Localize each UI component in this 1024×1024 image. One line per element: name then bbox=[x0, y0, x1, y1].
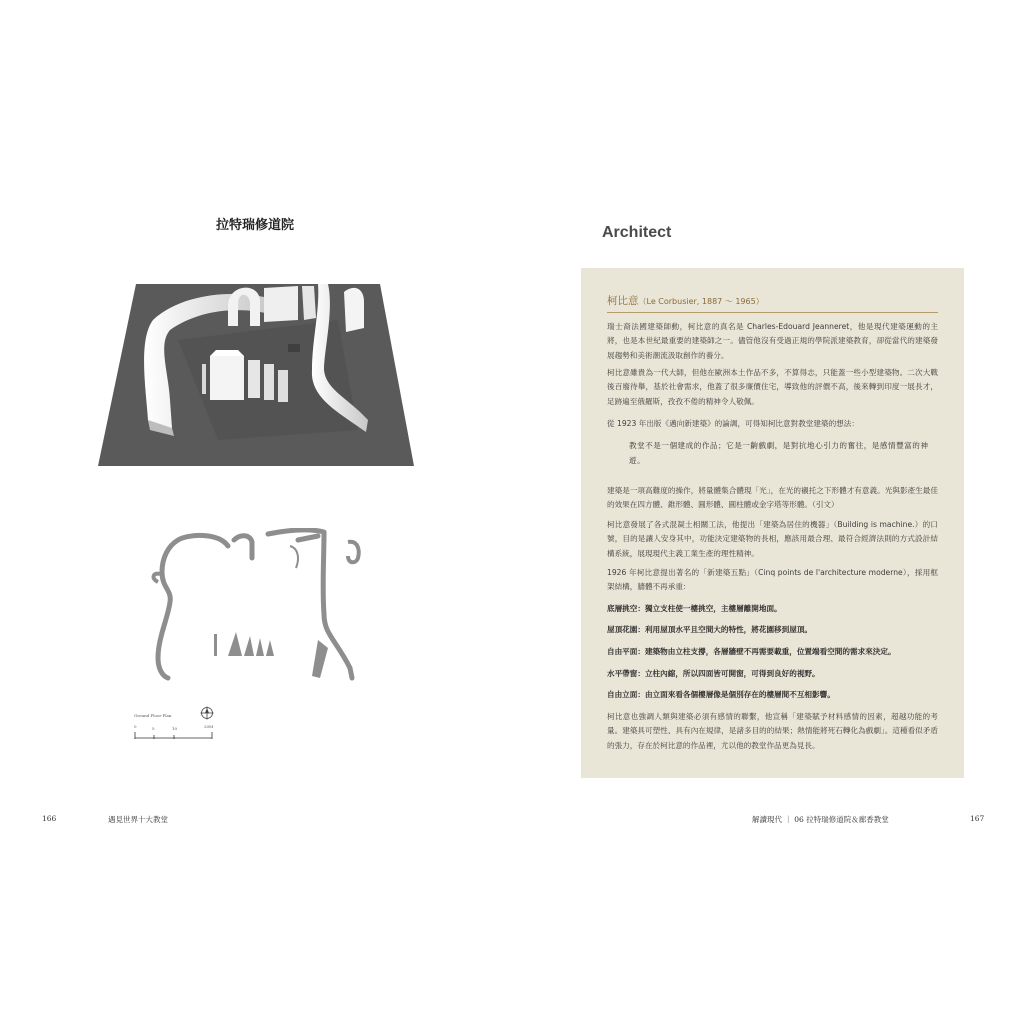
scale-tick-label: 0 bbox=[134, 724, 137, 729]
architect-name-detail: （Le Corbusier, 1887 ～ 1965） bbox=[638, 297, 764, 306]
architect-sidebar bbox=[581, 268, 964, 778]
bio-paragraph: 1926 年柯比意提出著名的「新建築五點」（Cinq points de l'architecture moderne），採用框架結構，牆體不再承重： bbox=[607, 568, 938, 592]
scale-tick-label: 20M bbox=[204, 724, 214, 729]
floor-plan-label: Ground Floor Plan bbox=[134, 713, 172, 718]
quote-block: 教堂不是一個建成的作品；它是一齣戲劇，是對抗地心引力的奮往，是感情豐富的神遊。 bbox=[629, 441, 929, 465]
bio-paragraph: 柯比意雖貴為一代大師，但他在歐洲本土作品不多，不算得志，只能蓋一些小型建築物。二次大戰後百廢待舉，基於社會需求，他蓋了很多廉價住宅，導致他的評價不高，後來轉到印度一展長才，足跡遍至俄羅斯，孜孜不倦的精神令人敬佩。 bbox=[607, 368, 938, 406]
five-point-item: 水平帶窗：立柱內縮，所以四面皆可開窗，可得到良好的視野。 bbox=[607, 669, 820, 678]
scale-tick-label: 10 bbox=[172, 726, 178, 731]
five-point-item: 自由平面：建築物由立柱支撐，各層牆壁不再需要載重，位置端看空間的需求來決定。 bbox=[607, 647, 896, 656]
running-head: 解讀現代 ｜ 06 拉特瑞修道院＆廊香教堂 bbox=[752, 815, 889, 824]
bio-paragraph: 建築是一項高難度的操作，將量體集合體現「光」，在光的襯托之下形體才有意義。光與影產生最佳的效果在四方體、錐形體、圓形體、圓柱體或金字塔等形體。（引文） bbox=[607, 486, 938, 510]
architect-name: 柯比意 bbox=[607, 295, 639, 307]
architect-name-heading bbox=[607, 293, 938, 313]
book-title: 遇見世界十大教堂 bbox=[108, 815, 168, 824]
five-point-item: 底層挑空：獨立支柱使一樓挑空，主樓層離開地面。 bbox=[607, 604, 782, 613]
scale-tick-label: 5 bbox=[152, 726, 155, 731]
north-arrow-icon bbox=[200, 706, 214, 720]
architectural-model-render bbox=[98, 280, 416, 470]
five-point-item: 自由立面：由立面來看各個樓層像是個別存在的樓層間不互相影響。 bbox=[607, 690, 835, 699]
bio-paragraph: 柯比意也強調人類與建築必須有感情的聯繫，他宣稱「建築賦予材料感情的因素，超越功能的考量。建築具可塑性、具有內在規律，是諸多目的的結果；熱情能將死石轉化為戲劇」。這種看似矛盾的張力，存在於柯比意的作品裡，尤以他的教堂作品更為見長。 bbox=[607, 712, 938, 750]
five-point-item: 屋頂花園：利用屋頂水平且空間大的特性，將花園移到屋頂。 bbox=[607, 625, 813, 634]
scale-bar bbox=[134, 730, 214, 740]
page-title: 拉特瑞修道院 bbox=[215, 218, 294, 233]
page-number: 167 bbox=[970, 814, 985, 823]
bio-paragraph: 柯比意發展了各式混凝土相關工法，他提出「建築為居住的機器」（Building is machine.）的口號，目的是讓人安身其中，功能決定建築物的長相，應該用最合理、最符合經濟法則的方式設計結構系統，展現現代主義工業生產的理性精神。 bbox=[607, 520, 938, 558]
page-number: 166 bbox=[42, 814, 57, 823]
ground-floor-plan bbox=[128, 528, 364, 698]
section-heading: Architect bbox=[602, 224, 672, 241]
bio-paragraph: 瑞士裔法國建築師動，柯比意的真名是 Charles-Edouard Jeanneret，他是現代建築運動的主將，也是本世紀最重要的建築師之一。儘管他沒有受過正規的學院派建築教育，卻從當代的建築發展趨勢和美術潮流汲取創作的養分。 bbox=[607, 322, 938, 360]
bio-paragraph: 從 1923 年出版《邁向新建築》的論調，可得知柯比意對教堂建築的想法： bbox=[607, 419, 859, 428]
